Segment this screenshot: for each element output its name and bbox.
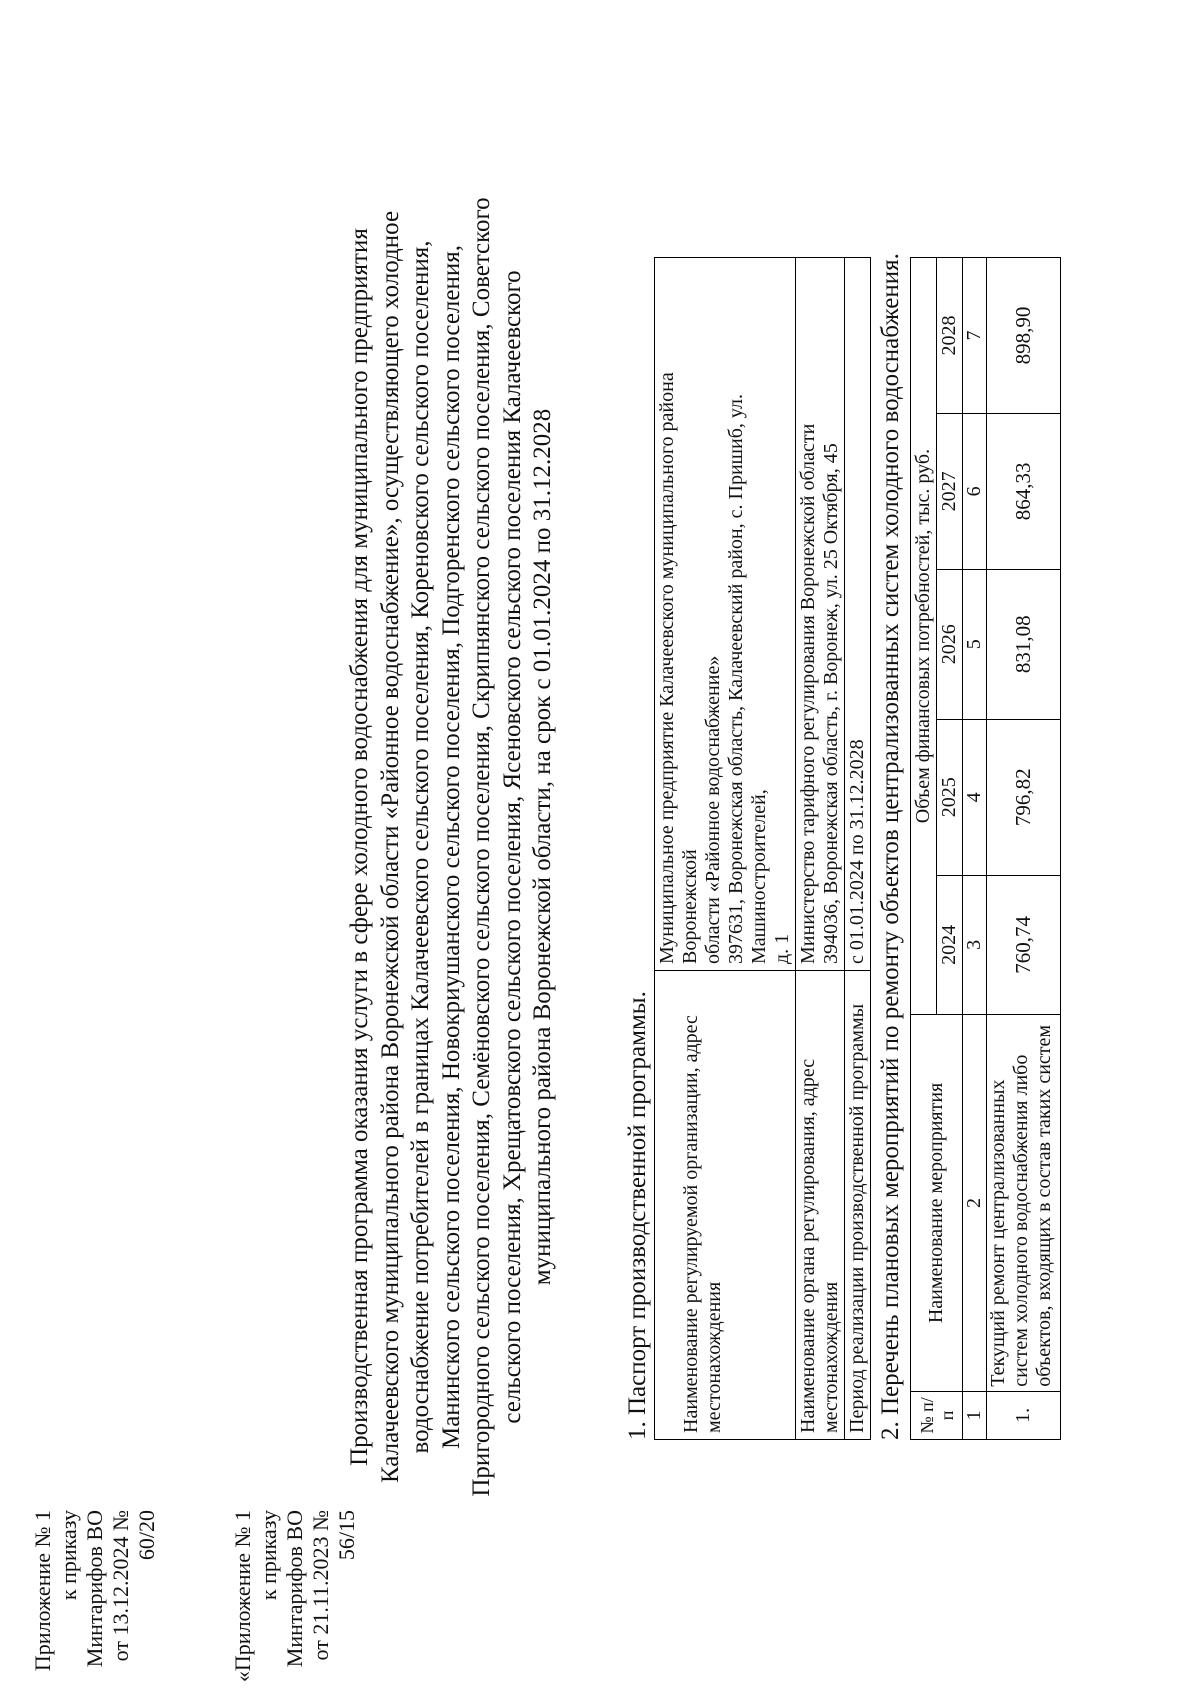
section2-heading: 2. Перечень плановых мероприятий по ремонту объектов централизованных систем холодного водоснабжения.: [877, 253, 904, 1440]
passport-value-line: 394036, Воронежская область, г. Воронеж, ул. 25 Октября, 45: [820, 443, 842, 964]
header-number: № п/п: [911, 1391, 963, 1439]
passport-label-text: Период реализации производственной программы: [846, 1003, 868, 1433]
title-line: сельского поселения, Хрещатовского сельского поселения, Ясеновского сельского поселения Калачеевского: [498, 270, 526, 1424]
appendix-previous: [230, 1510, 360, 1702]
column-number: 1: [963, 1391, 987, 1439]
column-number: 3: [963, 875, 987, 1014]
year-header: 2025: [937, 719, 963, 875]
passport-value-line: области «Районное водоснабжение»: [702, 655, 724, 964]
passport-value-line: Министерство тарифного регулирования Воронежской области: [797, 423, 819, 964]
passport-value: [655, 258, 796, 971]
year-header: 2024: [937, 875, 963, 1014]
title-line: Пригородного сельского поселения, Семёновского сельского поселения, Скрипнянского сельского поселения, Советского: [468, 197, 495, 1497]
column-number: 5: [963, 569, 987, 719]
amount-2025: 796,82: [987, 719, 1061, 875]
passport-value-line: 397631, Воронежская область, Калачеевский район, с. Пришиб, ул. Машиностроителей,: [725, 393, 770, 964]
measures-table: [910, 257, 1061, 1440]
passport-value: [796, 258, 845, 971]
passport-label: [845, 971, 871, 1440]
appendix-current-line: от 13.12.2024 № 60/20: [108, 1510, 159, 1662]
year-header: 2026: [937, 569, 963, 719]
column-number: 6: [963, 413, 987, 569]
table-row: [796, 258, 845, 1440]
program-title: [345, 162, 559, 1532]
header-measure-name: Наименование мероприятия: [911, 1015, 963, 1392]
passport-value-line: д. 1: [771, 933, 793, 964]
amount-2026: 831,08: [987, 569, 1061, 719]
passport-value: [845, 258, 871, 971]
column-number: 7: [963, 258, 987, 414]
table-row: [655, 258, 796, 1440]
title-line: водоснабжение потребителей в границах Калачеевского сельского поселения, Кореновского сельского поселения,: [407, 240, 434, 1454]
column-number: 2: [963, 1015, 987, 1392]
column-number: 4: [963, 719, 987, 875]
title-line: Манинского сельского поселения, Новокриушанского сельского поселения, Подгоренского сельского поселения,: [437, 244, 465, 1450]
row-number: 1.: [987, 1391, 1061, 1439]
title-line: муниципального района Воронежской области, на срок с 01.01.2024 по 31.12.2028: [529, 408, 556, 1286]
year-header: 2027: [937, 413, 963, 569]
section1-heading: 1. Паспорт производственной программы.: [624, 991, 651, 1440]
table-header-row: [911, 258, 937, 1440]
table-row: [845, 258, 871, 1440]
passport-table: [654, 257, 871, 1440]
amount-2027: 864,33: [987, 413, 1061, 569]
appendix-current-line: Приложение № 1: [30, 1510, 55, 1672]
appendix-previous-line: к приказу Минтарифов ВО: [256, 1510, 307, 1668]
header-financial-volume: Объем финансовых потребностей, тыс. руб.: [911, 258, 937, 1015]
title-line: Производственная программа оказания услуги в сфере холодного водоснабжения для муниципального предприятия: [346, 228, 373, 1466]
passport-label-text: Наименование регулируемой организации, адрес местонахождения: [680, 1015, 725, 1433]
passport-label: [796, 971, 845, 1440]
appendix-current-line: к приказу Минтарифов ВО: [56, 1510, 107, 1668]
amount-2024: 760,74: [987, 875, 1061, 1014]
appendix-current: [30, 1510, 160, 1702]
column-number-row: [963, 258, 987, 1440]
passport-label: [655, 971, 796, 1440]
passport-value-line: с 01.01.2024 по 31.12.2028: [846, 739, 868, 964]
appendix-previous-line: от 21.11.2023 № 56/15: [308, 1510, 359, 1661]
amount-2028: 898,90: [987, 258, 1061, 414]
passport-label-text: Наименование органа регулирования, адрес местонахождения: [797, 1058, 842, 1433]
passport-value-line: Муниципальное предприятие Калачеевского муниципального района Воронежской: [656, 372, 701, 964]
title-line: Калачеевского муниципального района Воронежской области «Районное водоснабжение», осуществляющего холодное: [376, 210, 404, 1484]
appendix-previous-line: «Приложение № 1: [230, 1510, 255, 1683]
measure-name: Текущий ремонт централизованных систем холодного водоснабжения либо объектов, входящих в состав таких систем: [987, 1015, 1061, 1392]
year-header: 2028: [937, 258, 963, 414]
table-row: [987, 258, 1061, 1440]
